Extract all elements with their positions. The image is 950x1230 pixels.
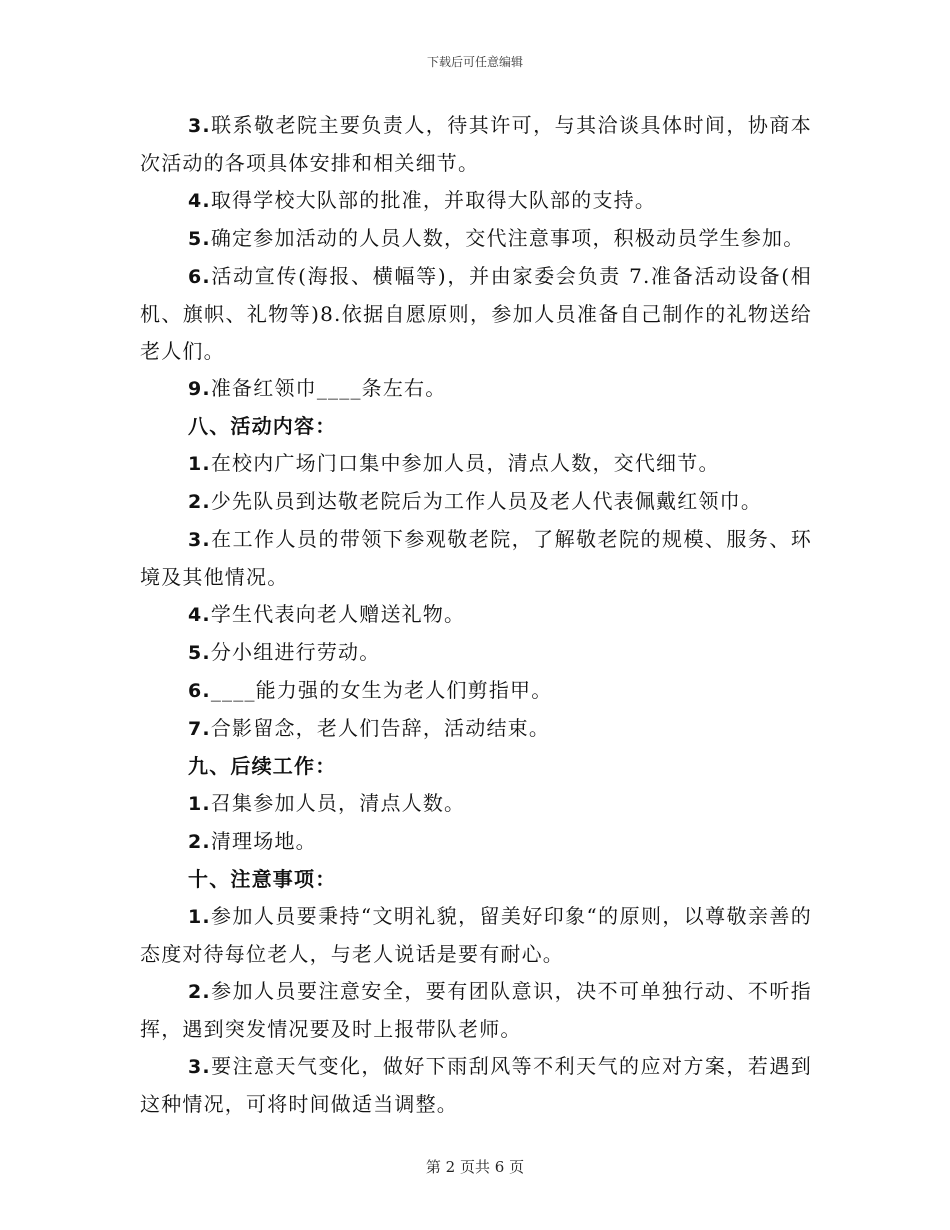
list-item [140, 634, 812, 672]
list-item [140, 445, 812, 483]
item-text: 召集参加人员，清点人数。 [210, 791, 466, 815]
section-heading: 十、注意事项： [188, 867, 337, 891]
document-body [140, 107, 812, 1123]
item-number: 9. [188, 378, 211, 400]
list-item [140, 596, 812, 634]
item-number: 5. [188, 228, 211, 250]
list-item [140, 370, 812, 408]
list-item [140, 672, 812, 710]
list-item [140, 220, 812, 258]
item-text: 合影留念，老人们告辞，活动结束。 [210, 716, 551, 740]
item-number: 2. [188, 491, 211, 513]
item-text: 清理场地。 [210, 829, 317, 853]
item-text: 要注意天气变化，做好下雨刮风等不利天气的应对方案，若遇到这种情况，可将时间做适当调整。 [140, 1054, 812, 1116]
item-text: 参加人员要秉持“文明礼貌，留美好印象“的原则，以尊敬亲善的态度对待每位老人，与老人说话是要有耐心。 [140, 904, 812, 966]
section-heading: 八、活动内容： [188, 414, 337, 438]
item-text: 取得学校大队部的批准，并取得大队部的支持。 [210, 188, 657, 212]
list-item [140, 182, 812, 220]
item-number: 1. [188, 453, 211, 475]
item-number: 6. [188, 266, 211, 288]
list-item [140, 710, 812, 748]
item-text: 准备红领巾____条左右。 [210, 376, 447, 400]
list-item [140, 483, 812, 521]
item-text: 在工作人员的带领下参观敬老院，了解敬老院的规模、服务、环境及其他情况。 [140, 527, 812, 589]
section-heading: 九、后续工作： [188, 754, 337, 778]
item-text: 确定参加活动的人员人数，交代注意事项，积极动员学生参加。 [210, 226, 805, 250]
item-number: 3. [188, 529, 211, 551]
item-text: 活动宣传(海报、横幅等)，并由家委会负责 7.准备活动设备(相机、旗帜、礼物等)8.依据自愿原则，参加人员准备自己制作的礼物送给老人们。 [140, 264, 812, 363]
item-number: 1. [188, 793, 211, 815]
item-number: 2. [188, 981, 211, 1003]
item-number: 4. [188, 190, 211, 212]
item-text: 少先队员到达敬老院后为工作人员及老人代表佩戴红领巾。 [210, 489, 763, 513]
item-text: 在校内广场门口集中参加人员，清点人数，交代细节。 [210, 451, 720, 475]
item-number: 3. [188, 1056, 211, 1078]
list-item [140, 785, 812, 823]
list-item [140, 107, 812, 182]
item-text: 参加人员要注意安全，要有团队意识，决不可单独行动、不听指挥，遇到突发情况要及时上报带队老师。 [140, 979, 812, 1041]
item-number: 6. [188, 680, 211, 702]
item-number: 3. [188, 115, 211, 137]
page-number-footer: 第 2 页共 6 页 [425, 1158, 525, 1176]
item-text: ____能力强的女生为老人们剪指甲。 [210, 678, 553, 702]
item-text: 分小组进行劳动。 [210, 640, 381, 664]
item-number: 1. [188, 906, 211, 928]
list-item [140, 258, 812, 370]
item-number: 4. [188, 604, 211, 626]
list-item [140, 1048, 812, 1123]
page-header-note: 下载后可任意编辑 [426, 55, 523, 69]
list-item [140, 823, 812, 861]
list-item [140, 521, 812, 596]
list-item [140, 973, 812, 1048]
item-number: 7. [188, 718, 211, 740]
item-text: 联系敬老院主要负责人，待其许可，与其洽谈具体时间，协商本次活动的各项具体安排和相关细节。 [140, 113, 812, 175]
item-number: 2. [188, 831, 211, 853]
item-number: 5. [188, 642, 211, 664]
item-text: 学生代表向老人赠送礼物。 [210, 602, 466, 626]
list-item [140, 898, 812, 973]
